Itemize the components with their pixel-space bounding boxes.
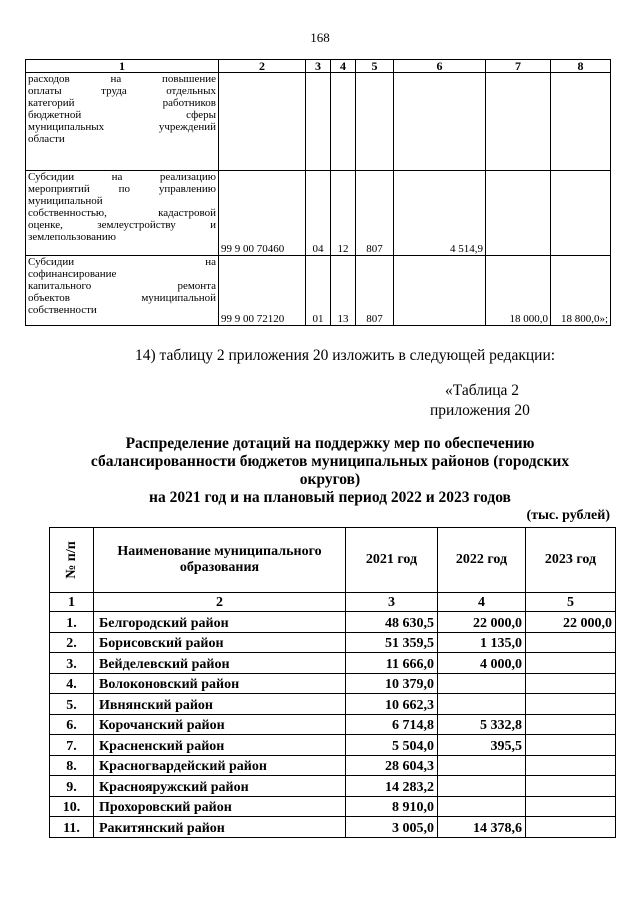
header-2022: 2022 год [438,528,526,593]
budget-expenses-table [25,59,611,326]
district-name: Борисовский район [94,632,346,653]
district-name: Краснояружский район [94,776,346,797]
header-2023: 2023 год [526,528,616,593]
amount-2022 [438,694,526,715]
col-number: 3 [346,593,438,612]
district-row [50,653,616,674]
top-table-row [26,256,611,326]
amount-2022: 1 135,0 [438,632,526,653]
units-label: (тыс. рублей) [526,508,610,523]
amount-2023 [526,653,616,674]
district-row [50,694,616,715]
amount-2021: 5 504,0 [346,735,438,756]
row-number: 6. [50,714,94,735]
amount-2023 [526,755,616,776]
top-header-cell: 2 [219,60,306,73]
amendment-instruction: 14) таблицу 2 приложения 20 изложить в следующей редакции: [135,347,556,364]
district-row [50,714,616,735]
table-header-row [50,528,616,593]
expense-description: расходов на повышение оплаты труда отдельных категорий работников бюджетной сферы муниципальных учреждений области [26,73,219,171]
section-code: 04 [306,171,331,256]
district-name: Белгородский район [94,612,346,633]
table-ref-line2: приложения 20 [430,402,530,419]
subsection-code: 12 [331,171,356,256]
district-row [50,612,616,633]
district-row [50,632,616,653]
amount-cell [394,73,486,171]
district-row [50,673,616,694]
district-name: Ивнянский район [94,694,346,715]
expense-type-code: 807 [356,171,394,256]
subsection-code: 13 [331,256,356,326]
column-numbers-row [50,593,616,612]
row-number: 9. [50,776,94,797]
district-row [50,796,616,817]
district-name: Вейделевский район [94,653,346,674]
amount-2022: 4 000,0 [438,653,526,674]
district-name: Прохоровский район [94,796,346,817]
expense-type-code [356,73,394,171]
top-table-row [26,73,611,171]
top-header-cell: 7 [486,60,551,73]
row-number: 2. [50,632,94,653]
top-header-cell: 3 [306,60,331,73]
amount-2023 [526,817,616,838]
amount-2022 [438,776,526,797]
kbk-code [219,73,306,171]
page-number: 168 [310,30,330,45]
row-number: 10. [50,796,94,817]
district-name: Красненский район [94,735,346,756]
top-header-cell: 5 [356,60,394,73]
amount-2022 [438,673,526,694]
row-number: 3. [50,653,94,674]
amount-2022 [438,755,526,776]
amount-2023 [526,673,616,694]
amount-2021: 10 662,3 [346,694,438,715]
amount-2021: 51 359,5 [346,632,438,653]
amount-2022: 22 000,0 [438,612,526,633]
row-number: 11. [50,817,94,838]
amount-2022 [438,796,526,817]
document-title: Распределение дотаций на поддержку мер по обеспечению сбалансированности бюджетов муниципальных районов (городских округов) на 2021 год и на плановый период 2022 и 2023 годов [90,435,570,506]
district-row [50,776,616,797]
district-name: Ракитянский район [94,817,346,838]
district-row [50,817,616,838]
amount-2022: 395,5 [438,735,526,756]
top-header-cell: 1 [26,60,219,73]
top-table-header-row [26,60,611,73]
amount-2023 [526,776,616,797]
amount-2022: 14 378,6 [438,817,526,838]
amount-cell [394,256,486,326]
district-name: Корочанский район [94,714,346,735]
header-name: Наименование муниципального образования [94,528,346,593]
col-number: 5 [526,593,616,612]
amount-2023: 22 000,0 [526,612,616,633]
expense-type-code: 807 [356,256,394,326]
row-number: 7. [50,735,94,756]
amount-2021: 8 910,0 [346,796,438,817]
amount-cell [486,171,551,256]
amount-2021: 3 005,0 [346,817,438,838]
amount-2021: 48 630,5 [346,612,438,633]
subsidy-distribution-table [49,527,616,838]
amount-2023 [526,796,616,817]
district-row [50,735,616,756]
expense-description: Субсидии на софинансирование капитального ремонта объектов муниципальной собственности [26,256,219,326]
amount-cell: 4 514,9 [394,171,486,256]
section-code [306,73,331,171]
row-number: 8. [50,755,94,776]
col-number: 1 [50,593,94,612]
amount-cell [551,73,611,171]
district-name: Красногвардейский район [94,755,346,776]
header-2021: 2021 год [346,528,438,593]
col-number: 2 [94,593,346,612]
subsection-code [331,73,356,171]
amount-cell [486,73,551,171]
amount-2023 [526,735,616,756]
amount-cell [551,171,611,256]
amount-2023 [526,714,616,735]
kbk-code: 99 9 00 70460 [219,171,306,256]
amount-2021: 28 604,3 [346,755,438,776]
amount-2021: 10 379,0 [346,673,438,694]
amount-cell: 18 800,0»; [551,256,611,326]
amount-2023 [526,632,616,653]
row-number: 1. [50,612,94,633]
amount-2021: 14 283,2 [346,776,438,797]
amount-2021: 6 714,8 [346,714,438,735]
amount-cell: 18 000,0 [486,256,551,326]
section-code: 01 [306,256,331,326]
kbk-code: 99 9 00 72120 [219,256,306,326]
table-ref-line1: «Таблица 2 [445,382,520,399]
top-header-cell: 6 [394,60,486,73]
district-name: Волоконовский район [94,673,346,694]
top-header-cell: 8 [551,60,611,73]
row-number: 5. [50,694,94,715]
top-table-row [26,171,611,256]
col-number: 4 [438,593,526,612]
expense-description: Субсидии на реализацию мероприятий по управлению муниципальной собственностью, кадастровой оценке, землеустройству и землепользованию [26,171,219,256]
district-row [50,755,616,776]
amount-2023 [526,694,616,715]
top-header-cell: 4 [331,60,356,73]
header-num: № п/п [50,528,94,593]
amount-2021: 11 666,0 [346,653,438,674]
amount-2022: 5 332,8 [438,714,526,735]
row-number: 4. [50,673,94,694]
